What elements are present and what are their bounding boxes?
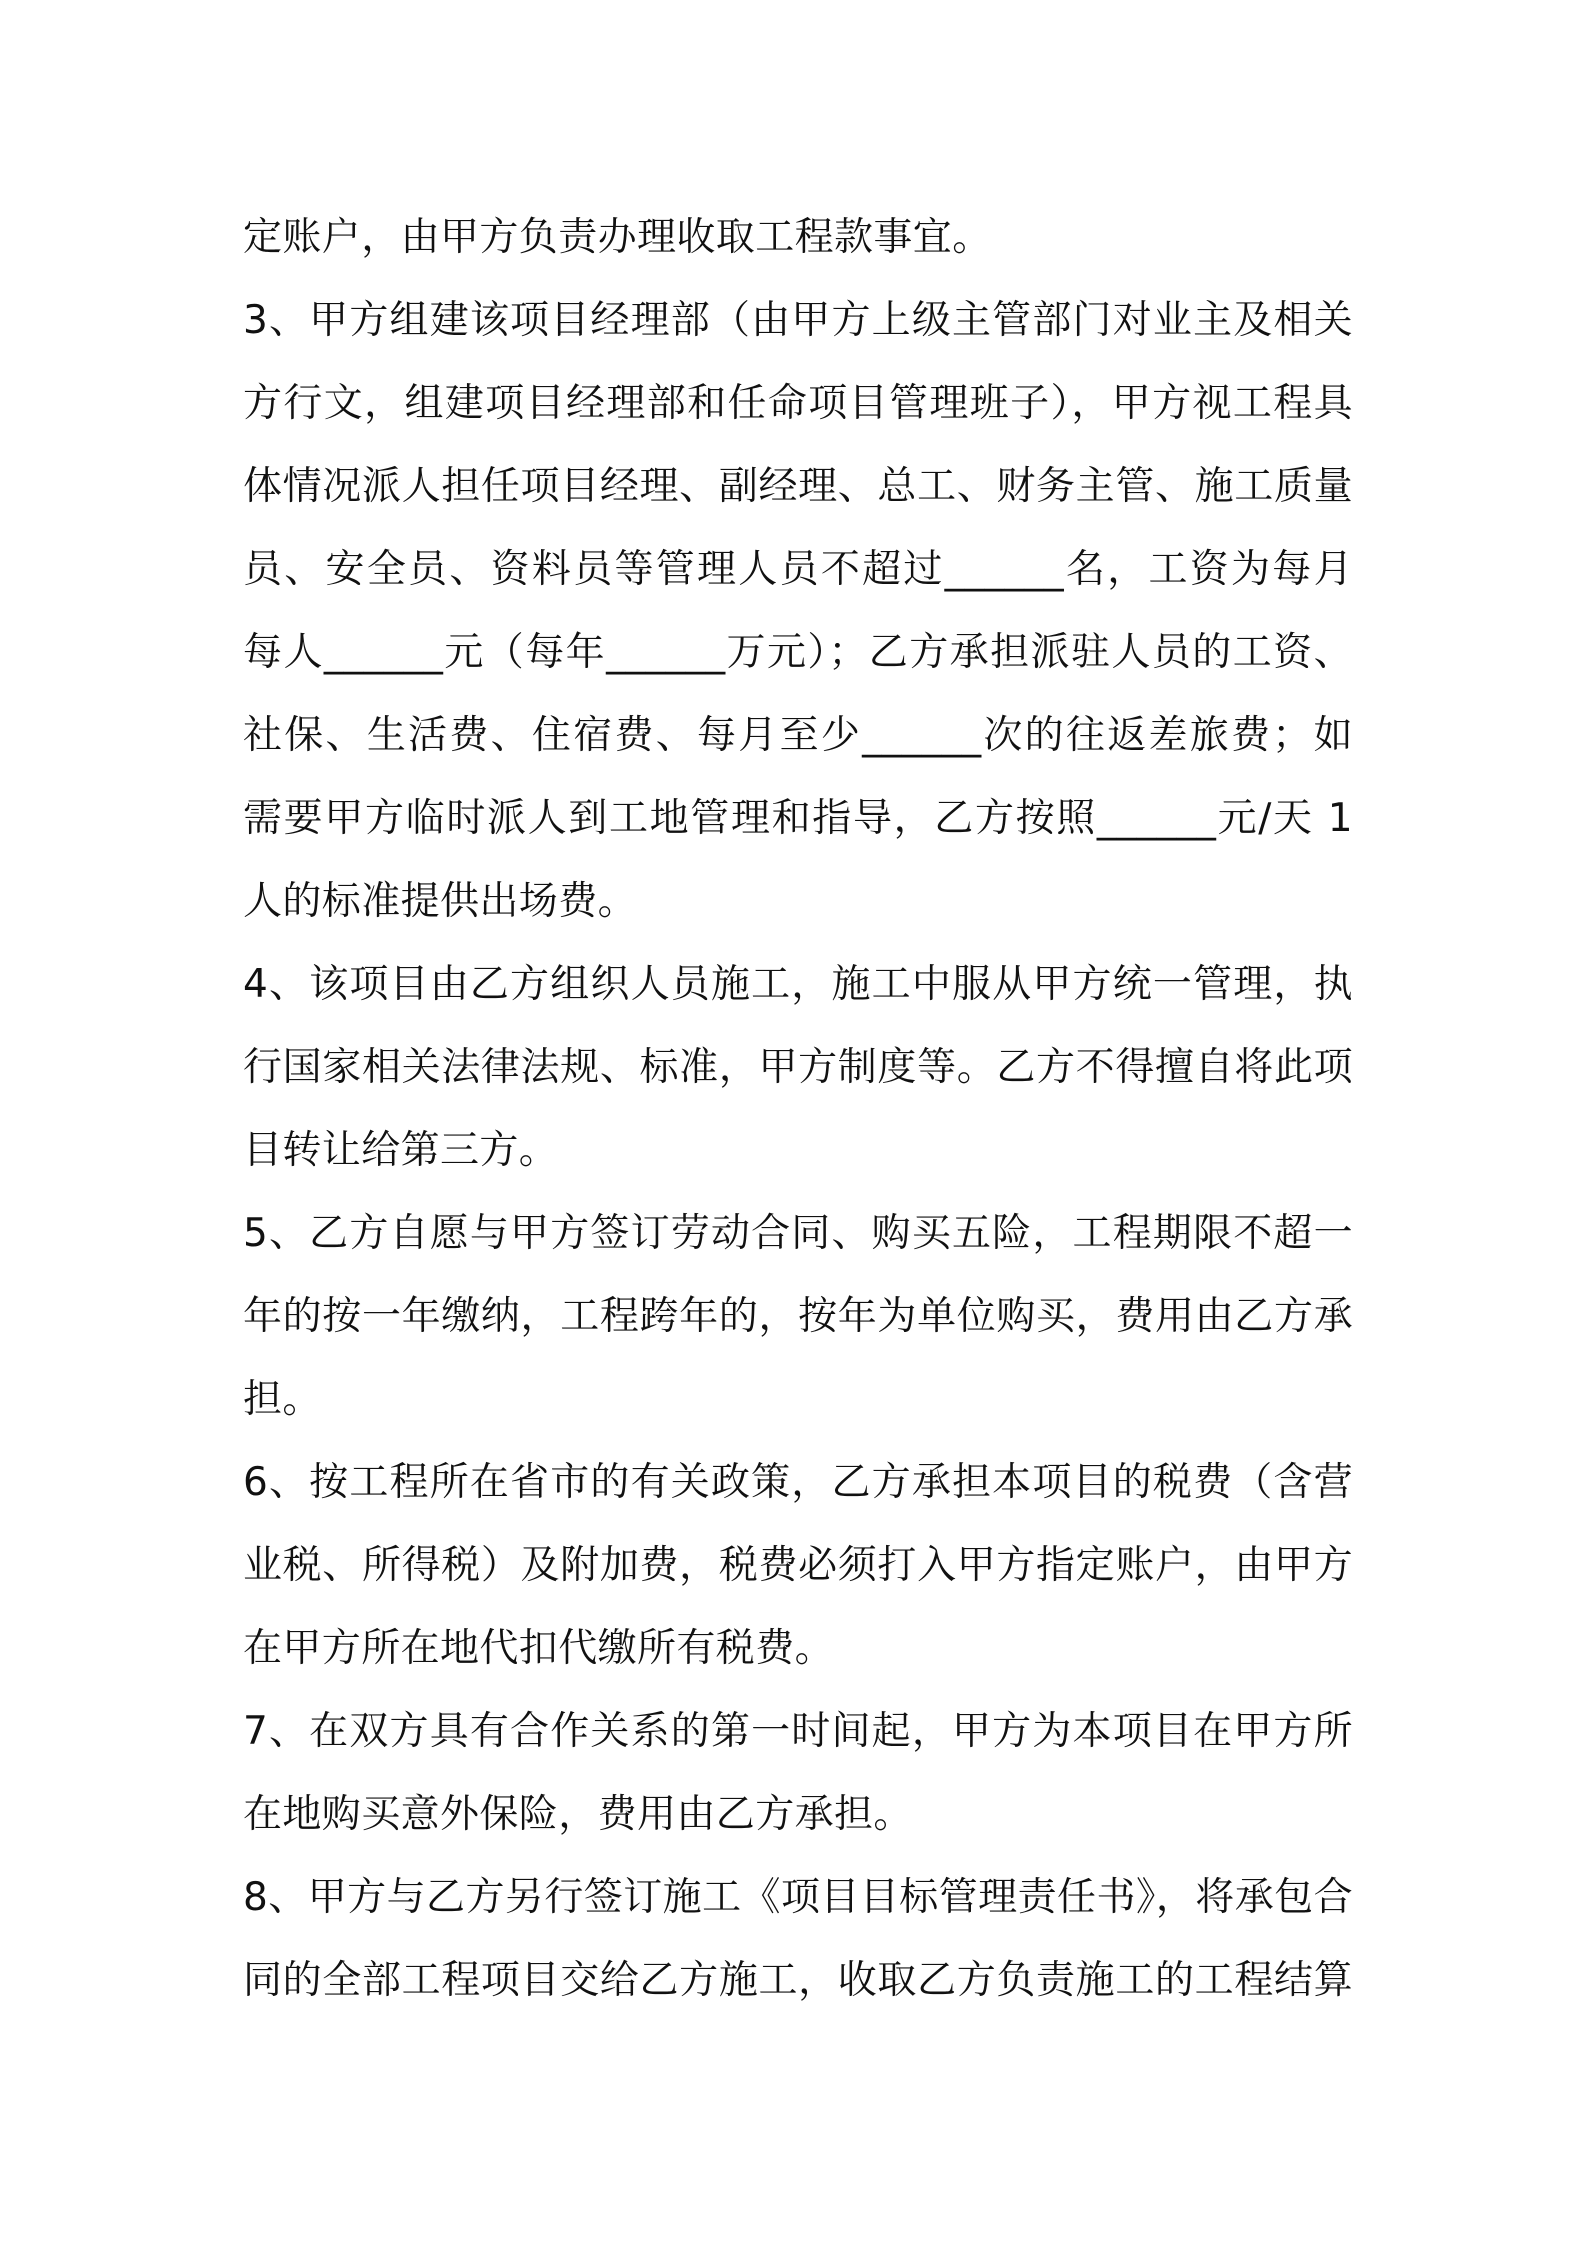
text-line: 社保、生活费、住宿费、每月至少______次的往返差旅费；如: [243, 713, 1353, 758]
text-line: 体情况派人担任项目经理、副经理、总工、财务主管、施工质量: [243, 464, 1353, 509]
text-line: 定账户，由甲方负责办理收取工程款事宜。: [243, 215, 992, 260]
text-line: 8、甲方与乙方另行签订施工《项目目标管理责任书》，将承包合: [243, 1875, 1353, 1920]
text-line: 业税、所得税）及附加费，税费必须打入甲方指定账户，由甲方: [243, 1543, 1353, 1588]
text-line: 在地购买意外保险，费用由乙方承担。: [243, 1792, 913, 1837]
text-line: 担。: [243, 1377, 322, 1422]
text-line: 5、乙方自愿与甲方签订劳动合同、购买五险，工程期限不超一: [243, 1211, 1353, 1256]
text-line: 员、安全员、资料员等管理人员不超过______名，工资为每月: [243, 547, 1353, 592]
text-line: 人的标准提供出场费。: [243, 879, 638, 924]
text-line: 目转让给第三方。: [243, 1128, 559, 1173]
document-body: [243, 196, 1353, 2022]
text-line: 同的全部工程项目交给乙方施工，收取乙方负责施工的工程结算: [243, 1958, 1353, 2003]
text-line: 在甲方所在地代扣代缴所有税费。: [243, 1626, 835, 1671]
text-line: 6、按工程所在省市的有关政策，乙方承担本项目的税费（含营: [243, 1460, 1353, 1505]
text-line: 行国家相关法律法规、标准，甲方制度等。乙方不得擅自将此项: [243, 1045, 1353, 1090]
text-line: 需要甲方临时派人到工地管理和指导，乙方按照______元/天 1: [243, 796, 1353, 841]
text-line: 每人______元（每年______万元）；乙方承担派驻人员的工资、: [243, 630, 1353, 675]
text-line: 年的按一年缴纳，工程跨年的，按年为单位购买，费用由乙方承: [243, 1294, 1353, 1339]
text-line: 方行文，组建项目经理部和任命项目管理班子），甲方视工程具: [243, 381, 1353, 426]
text-line: 7、在双方具有合作关系的第一时间起，甲方为本项目在甲方所: [243, 1709, 1353, 1754]
text-line: 3、甲方组建该项目经理部（由甲方上级主管部门对业主及相关: [243, 298, 1353, 343]
text-line: 4、该项目由乙方组织人员施工，施工中服从甲方统一管理，执: [243, 962, 1353, 1007]
